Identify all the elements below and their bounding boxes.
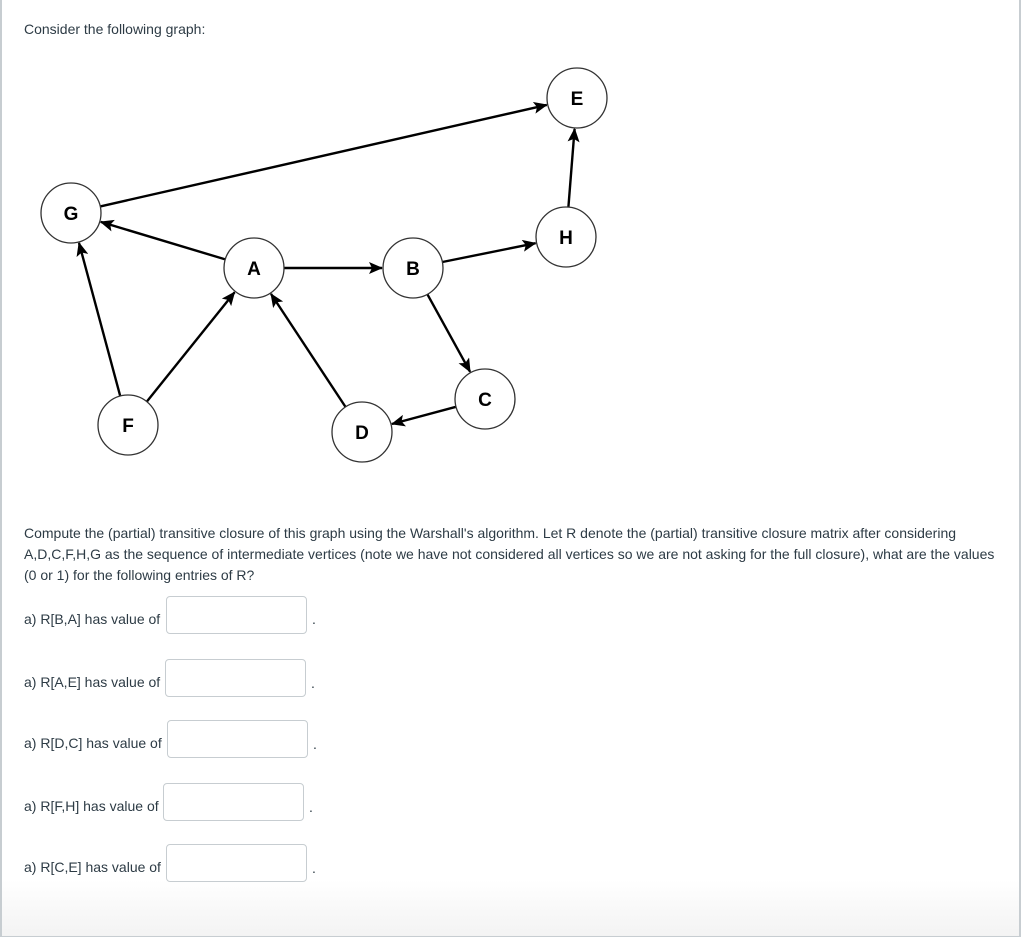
node-f	[98, 395, 158, 455]
answer-suffix: .	[312, 860, 316, 876]
answer-suffix: .	[311, 675, 315, 691]
node-label: F	[122, 416, 134, 437]
answer-label-b-a: a) R[B,A] has value of	[24, 611, 161, 627]
answer-input-d-c[interactable]	[167, 720, 308, 758]
answer-input-a-e[interactable]	[165, 659, 306, 697]
node-g	[41, 183, 101, 243]
node-label: H	[559, 228, 573, 249]
edge-b-c	[427, 294, 470, 372]
answer-suffix: .	[313, 736, 317, 752]
answer-label-c-e: a) R[C,E] has value of	[24, 859, 161, 875]
edge-f-g	[79, 243, 120, 396]
node-c	[455, 369, 515, 429]
answer-label-f-h: a) R[F,H] has value of	[24, 798, 159, 814]
edge-h-e	[568, 129, 574, 207]
node-label: G	[63, 204, 79, 225]
node-a	[224, 238, 284, 298]
edge-d-a	[271, 294, 346, 407]
node-label: A	[247, 259, 261, 280]
answer-input-c-e[interactable]	[166, 844, 307, 882]
question-text: Compute the (partial) transitive closure of this graph using the Warshall's algorithm. Let R denote the (partial) transitive closure matrix after considering A,D,C,F,H,G as the sequence of intermediate vertices (note we have not considered all vertices so we are not asking for the full closure), what are the values (0 or 1) for the following entries of R?	[24, 525, 995, 583]
node-e	[547, 68, 607, 128]
node-label: C	[478, 390, 492, 411]
answer-suffix: .	[309, 799, 313, 815]
edge-b-h	[442, 243, 535, 262]
answer-label-d-c: a) R[D,C] has value of	[24, 735, 162, 751]
node-label: D	[355, 423, 369, 444]
answer-label-a-e: a) R[A,E] has value of	[24, 674, 161, 690]
node-label: B	[406, 259, 420, 280]
edge-g-e	[100, 105, 547, 206]
node-h	[536, 207, 596, 267]
answer-suffix: .	[312, 611, 316, 627]
edge-c-d	[392, 407, 456, 424]
node-b	[383, 238, 443, 298]
node-d	[332, 402, 392, 462]
edge-f-a	[147, 292, 235, 401]
answer-input-b-a[interactable]	[166, 596, 307, 634]
intro-text: Consider the following graph:	[24, 21, 206, 37]
edge-a-g	[101, 222, 226, 260]
node-label: E	[570, 89, 584, 110]
answer-input-f-h[interactable]	[163, 783, 304, 821]
directed-graph	[2, 0, 1024, 480]
